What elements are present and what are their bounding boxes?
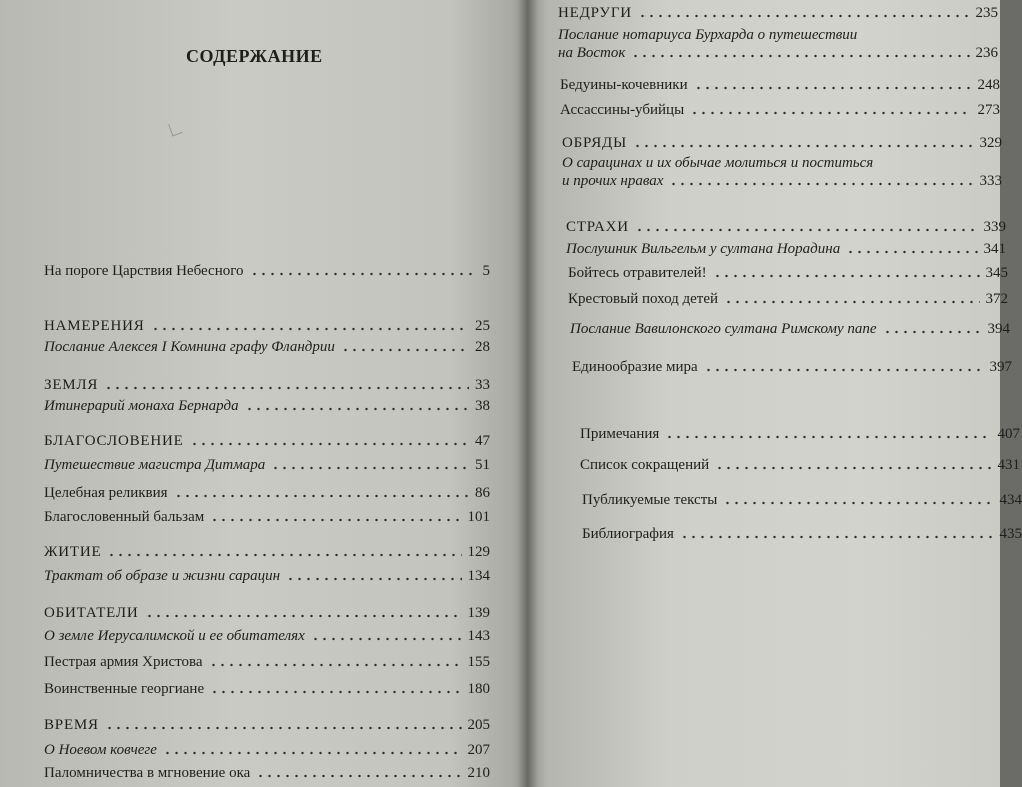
toc-entry: Примечания 407 [580,426,1020,442]
toc-entry: Послание Алексея I Комнина графу Фландрии 28 [44,339,490,355]
toc-entry: Послание Вавилонского султана Римскому папе 394 [570,321,1010,337]
toc-entry: Публикуемые тексты 434 [582,492,1022,508]
toc-entry: Библиография 435 [582,526,1022,542]
toc-section: СТРАХИ 339 [566,219,1006,235]
toc-entry: Воинственные георгиане 180 [44,681,490,697]
toc-entry: О Ноевом ковчеге 207 [44,742,490,758]
toc-entry: Бедуины-кочевники 248 [560,77,1000,93]
toc-entry: Путешествие магистра Дитмара 51 [44,457,490,473]
toc-entry: Итинерарий монаха Бернарда 38 [44,398,490,414]
toc-section: ВРЕМЯ 205 [44,717,490,733]
toc-entry: Послание нотариуса Бурхарда о путешествии на Восток 236 [558,27,998,61]
toc-section: ЖИТИЕ 129 [44,544,490,560]
toc-section: ЗЕМЛЯ 33 [44,377,490,393]
toc-entry: О сарацинах и их обычае молиться и поститься и прочих нравах 333 [562,155,1002,189]
toc-entry: Единообразие мира 397 [572,359,1012,375]
toc-entry: Пестрая армия Христова 155 [44,654,490,670]
toc-entry: Ассассины-убийцы 273 [560,102,1000,118]
toc-entry: Целебная реликвия 86 [44,485,490,501]
toc-entry: Послушник Вильгельм у султана Норадина 341 [566,241,1006,257]
toc-entry: Паломничества в мгновение ока 210 [44,765,490,781]
toc-entry: На пороге Царствия Небесного 5 [44,263,490,279]
toc-section: БЛАГОСЛОВЕНИЕ 47 [44,433,490,449]
toc-entry: О земле Иерусалимской и ее обитателях 143 [44,628,490,644]
toc-section: НАМЕРЕНИЯ 25 [44,318,490,334]
toc-entry: Бойтесь отравителей! 345 [568,265,1008,281]
right-page [528,0,1022,787]
toc-section: НЕДРУГИ 235 [558,5,998,21]
toc-section: ОБИТАТЕЛИ 139 [44,605,490,621]
toc-entry: Благословенный бальзам 101 [44,509,490,525]
book-gutter [518,0,538,787]
toc-entry: Крестовый поход детей 372 [568,291,1008,307]
toc-entry: Список сокращений 431 [580,457,1020,473]
pencil-mark [168,121,183,137]
contents-heading: СОДЕРЖАНИЕ [186,46,323,66]
toc-entry: Трактат об образе и жизни сарацин 134 [44,568,490,584]
toc-section: ОБРЯДЫ 329 [562,135,1002,151]
